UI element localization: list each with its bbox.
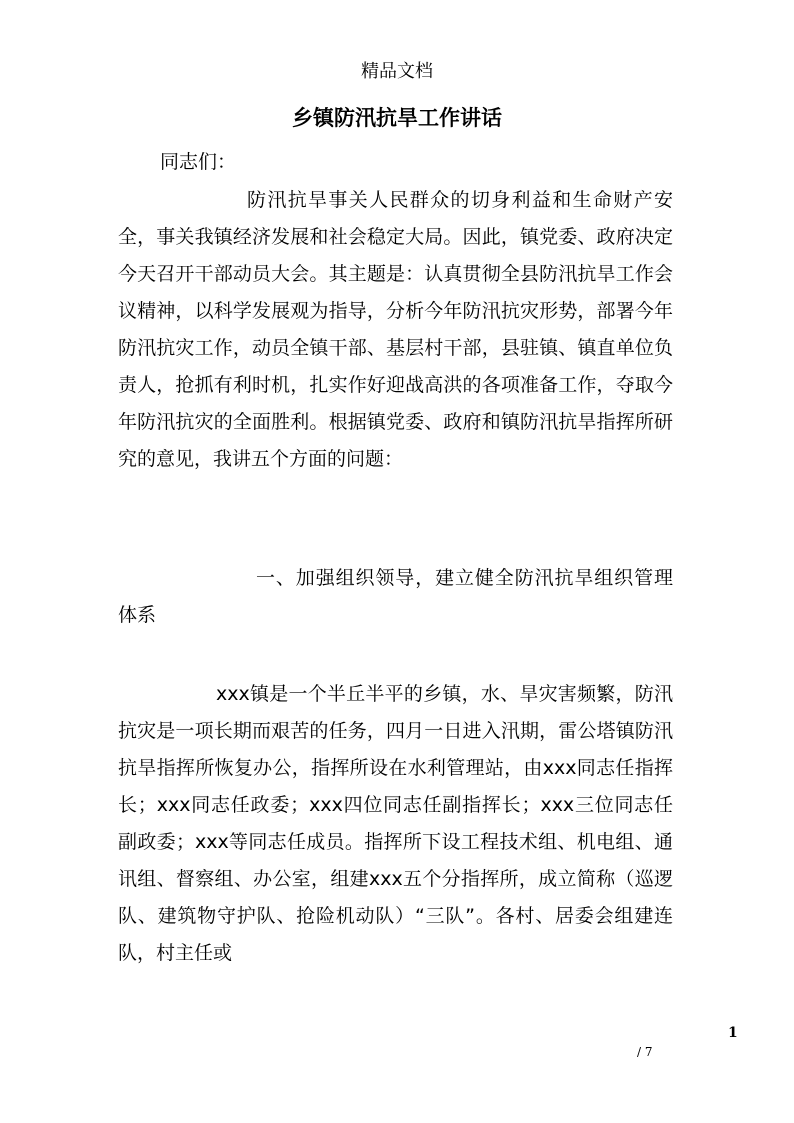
page-total: / 7 (637, 1045, 653, 1059)
header-label: 精品文档 (361, 61, 433, 82)
paragraph-intro: 防汛抗旱事关人民群众的切身利益和生命财产安全，事关我镇经济发展和社会稳定大局。因此，镇党委、政府决定今天召开干部动员大会。其主题是：认真贯彻全县防汛抗旱工作会议精神，以科学发展观为指导，分析今年防汛抗灾形势，部署今年防汛抗灾工作，动员全镇干部、基层村干部，县驻镇、镇直单位负责人，抢抓有利时机，扎实作好迎战高洪的各项准备工作，夺取今年防汛抗灾的全面胜利。根据镇党委、政府和镇防汛抗旱指挥所研究的意见，我讲五个方面的问题： (118, 189, 673, 470)
document-title: 乡镇防汛抗旱工作讲话 (292, 105, 502, 130)
section-heading: 一、加强组织领导，建立健全防汛抗旱组织管理体系 (118, 567, 673, 626)
paragraph-body: xxx镇是一个半丘半平的乡镇，水、旱灾害频繁，防汛抗灾是一项长期而艰苦的任务，四月一日进入汛期，雷公塔镇防汛抗旱指挥所恢复办公，指挥所设在水利管理站，由xxx同志任指挥长；xxx同志任政委；xxx四位同志任副指挥长；xxx三位同志任副政委；xxx等同志任成员。指挥所下设工程技术组、机电组、通讯组、督察组、办公室，组建xxx五个分指挥所，成立简称（巡逻队、建筑物守护队、抢险机动队）“三队”。各村、居委会组建连队，村主任或 (118, 683, 673, 964)
page-number: 1 (728, 1025, 738, 1041)
salutation: 同志们： (160, 151, 237, 173)
